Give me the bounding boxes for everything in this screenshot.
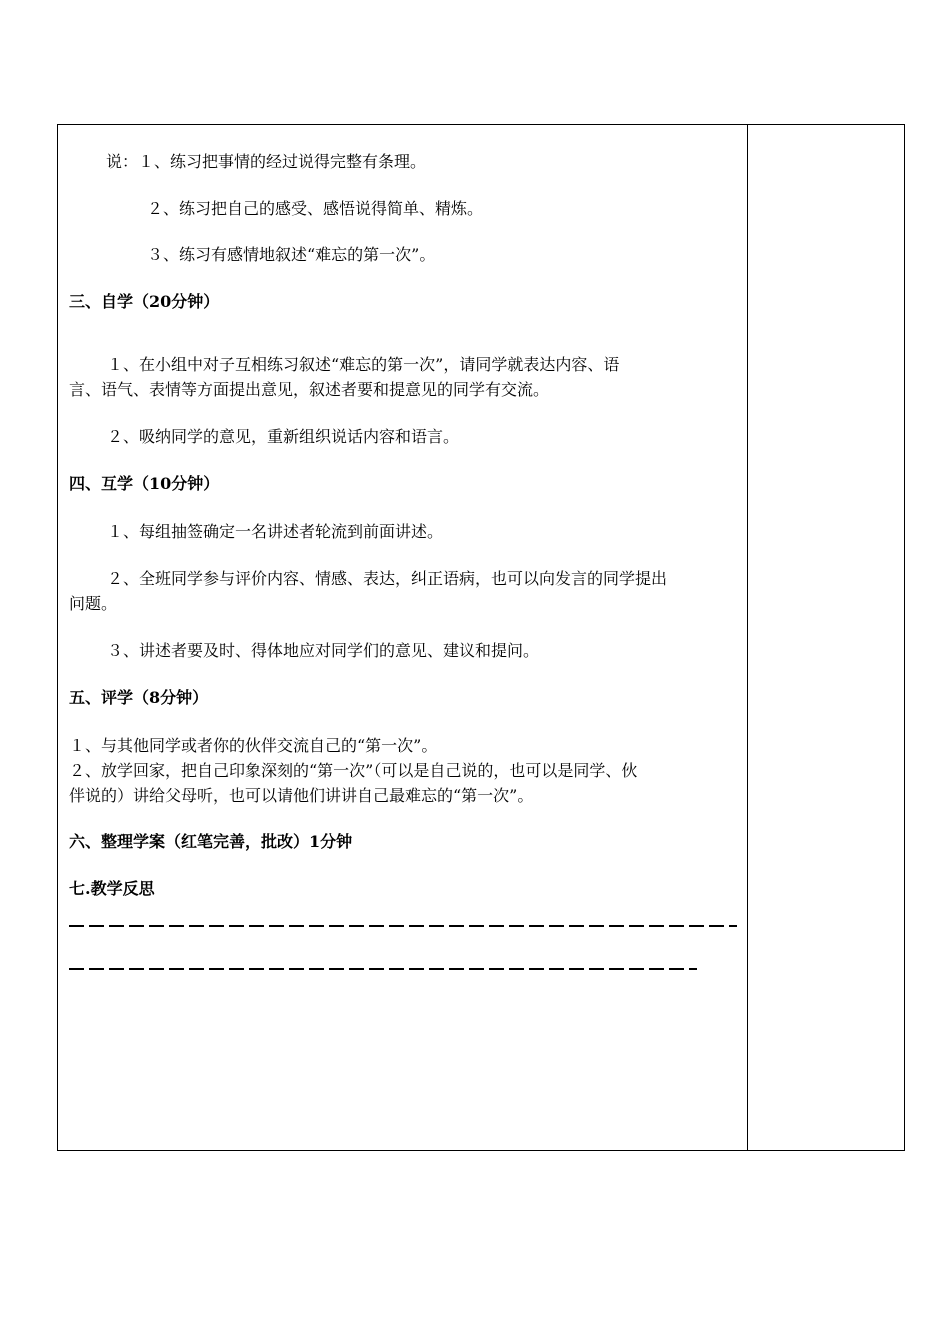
section-7-heading: 七.教学反思 <box>69 879 155 898</box>
section-4-item-1: １、每组抽签确定一名讲述者轮流到前面讲述。 <box>107 522 444 541</box>
notes-cell <box>748 125 904 1150</box>
section-5-heading: 五、评学（8分钟） <box>69 688 209 707</box>
section-5-item-2-line-1: ２、放学回家，把自己印象深刻的“第一次”（可以是自己说的，也可以是同学、伙 <box>69 761 638 780</box>
speak-item-3: ３、练习有感情地叙述“难忘的第一次”。 <box>147 245 436 264</box>
section-4-item-2-line-2: 问题。 <box>69 594 118 613</box>
section-3-item-1-line-1: １、在小组中对子互相练习叙述“难忘的第一次”，请同学就表达内容、语 <box>107 355 620 374</box>
section-5-item-2-line-2: 伴说的）讲给父母听，也可以请他们讲讲自己最难忘的“第一次”。 <box>69 786 534 805</box>
section-4-heading: 四、互学（10分钟） <box>69 474 220 493</box>
main-cell <box>58 125 747 1150</box>
section-3-item-2: ２、吸纳同学的意见，重新组织说话内容和语言。 <box>107 427 460 446</box>
speak-item-1: 说：１、练习把事情的经过说得完整有条理。 <box>106 152 427 171</box>
section-6-heading: 六、整理学案（红笔完善，批改）1分钟 <box>69 832 353 851</box>
speak-item-2: ２、练习把自己的感受、感悟说得简单、精炼。 <box>147 199 484 218</box>
section-4-item-3: ３、讲述者要及时、得体地应对同学们的意见、建议和提问。 <box>107 641 540 660</box>
reflection-line-1 <box>69 925 737 927</box>
section-4-item-2-line-1: ２、全班同学参与评价内容、情感、表达，纠正语病，也可以向发言的同学提出 <box>107 569 668 588</box>
reflection-line-2 <box>69 968 697 970</box>
section-5-item-1: １、与其他同学或者你的伙伴交流自己的“第一次”。 <box>69 736 438 755</box>
section-3-heading: 三、自学（20分钟） <box>69 292 220 311</box>
section-3-item-1-line-2: 言、语气、表情等方面提出意见，叙述者要和提意见的同学有交流。 <box>69 380 550 399</box>
lesson-table <box>57 124 905 1151</box>
